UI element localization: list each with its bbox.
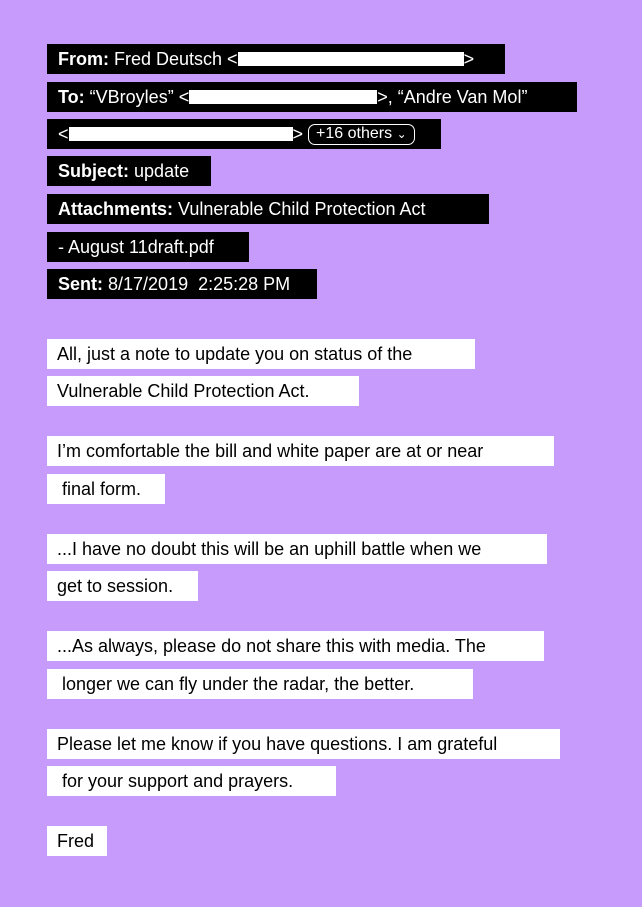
attachment-name[interactable]: Vulnerable Child Protection Act [178,199,426,219]
subject-value: update [134,161,190,181]
to-line2-open: < [58,124,69,144]
to-line [47,82,577,112]
more-recipients-label: +16 others [316,124,393,142]
attachments-line [47,194,489,224]
body-paragraph-5-line-1: Please let me know if you have questions. I am grateful [47,729,560,759]
body-paragraph-2-line-1: I’m comfortable the bill and white paper are at or near [47,436,554,466]
signature: Fred [47,826,107,856]
from-name: Fred Deutsch < [114,49,238,69]
redacted-email [189,90,377,104]
body-paragraph-3-line-1: ...I have no doubt this will be an uphill battle when we [47,534,547,564]
subject-label: Subject: [58,161,130,181]
body-paragraph-4-line-2: longer we can fly under the radar, the better. [47,669,473,699]
body-paragraph-1-line-1: All, just a note to update you on status of the [47,339,475,369]
attachments-line-2 [47,232,249,262]
more-recipients-button[interactable] [308,124,415,145]
attachment-name-cont[interactable]: - August 11draft.pdf [58,237,214,257]
to-line2-close: > [292,124,304,144]
to-label: To: [58,87,85,107]
body-paragraph-1-line-2: Vulnerable Child Protection Act. [47,376,359,406]
sent-line [47,269,317,299]
redacted-email [69,127,293,141]
from-line [47,44,505,74]
to-recipient-2: >, “Andre Van Mol” [377,87,528,107]
subject-line [47,156,211,186]
from-close: > [463,49,475,69]
attachments-label: Attachments: [58,199,174,219]
to-line-2 [47,119,441,149]
body-paragraph-4-line-1: ...As always, please do not share this with media. The [47,631,544,661]
body-paragraph-2-line-2: final form. [47,474,165,504]
sent-value: 8/17/2019 2:25:28 PM [108,274,291,294]
redacted-email [238,52,464,66]
to-recipient-1: “VBroyles” < [89,87,190,107]
body-paragraph-5-line-2: for your support and prayers. [47,766,336,796]
from-label: From: [58,49,109,69]
sent-label: Sent: [58,274,103,294]
body-paragraph-3-line-2: get to session. [47,571,198,601]
chevron-down-icon: ⌄ [396,126,407,141]
